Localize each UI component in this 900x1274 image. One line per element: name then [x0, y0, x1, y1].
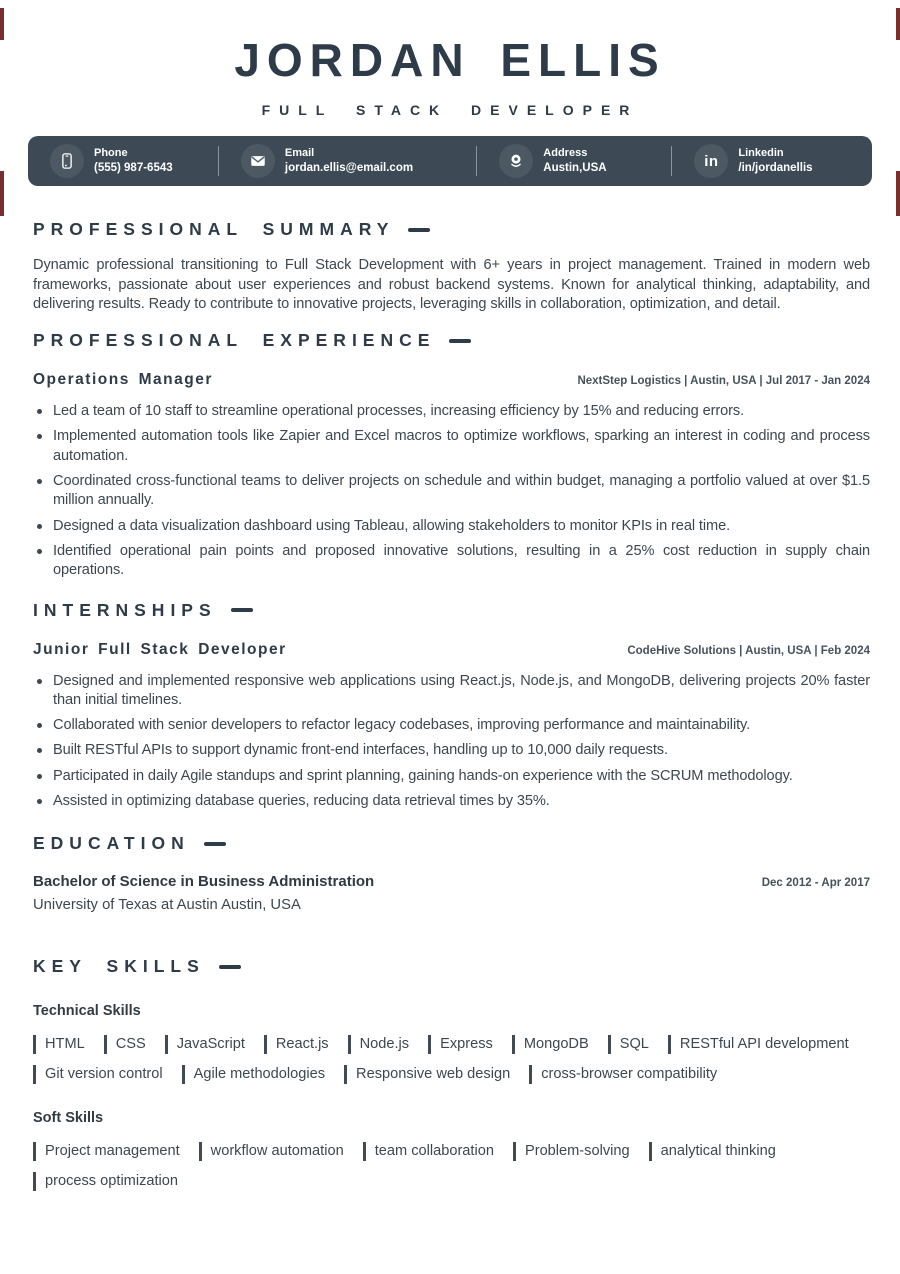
section-title: PROFESSIONAL SUMMARY [33, 219, 395, 240]
summary-text: Dynamic professional transitioning to Full Stack Development with 6+ years in project management. Trained in modern web frameworks, passionate about user experiences and robust backend systems. Known for analytical thinking, adaptability, and delivering results. Ready to contribute to innovative projects, leveraging skills in collaboration, optimization, and detail. [33, 257, 870, 312]
skill-item: Node.js [348, 1035, 409, 1054]
job-title: Operations Manager [33, 371, 213, 389]
skill-item: cross-browser compatibility [529, 1065, 717, 1084]
skill-list-soft [33, 1142, 870, 1191]
skill-item: process optimization [33, 1172, 178, 1191]
resume-body [0, 219, 900, 1191]
skill-item: Project management [33, 1142, 180, 1161]
contact-item-address[interactable] [477, 144, 671, 178]
skill-item: Express [428, 1035, 493, 1054]
bullet-item: Designed a data visualization dashboard using Tableau, allowing stakeholders to monitor KPIs in real time. [33, 517, 870, 536]
job-meta: CodeHive Solutions | Austin, USA | Feb 2024 [627, 644, 870, 657]
skill-item: SQL [608, 1035, 649, 1054]
contact-label: Address [543, 147, 588, 160]
skill-item: JavaScript [165, 1035, 245, 1054]
section-heading-education [33, 833, 870, 854]
contact-item-linkedin[interactable] [672, 144, 872, 178]
bullet-item: Assisted in optimizing database queries, reducing data retrieval times by 35%. [33, 792, 870, 811]
education-degree: Bachelor of Science in Business Administration [33, 873, 375, 891]
skill-list-technical [33, 1035, 870, 1084]
section-title: EDUCATION [33, 833, 190, 854]
page-edge-accent [0, 171, 4, 216]
person-role: FULL STACK DEVELOPER [261, 102, 639, 119]
job-bullet-list [33, 402, 870, 580]
page-edge-accent [0, 8, 4, 40]
education-dates: Dec 2012 - Apr 2017 [761, 877, 870, 890]
skill-item: team collaboration [363, 1142, 494, 1161]
resume-header [0, 0, 900, 118]
contact-value-linkedin: /in/jordanellis [738, 161, 813, 174]
section-heading-summary [33, 219, 870, 240]
bullet-item: Led a team of 10 staff to streamline operational processes, increasing efficiency by 15% and reducing errors. [33, 402, 870, 421]
job-header [33, 370, 870, 389]
bullet-item: Collaborated with senior developers to refactor legacy codebases, improving performance and maintainability. [33, 716, 870, 735]
skill-item: Agile methodologies [182, 1065, 325, 1084]
contact-label: Phone [94, 147, 128, 160]
job-title: Junior Full Stack Developer [33, 640, 287, 658]
bullet-item: Coordinated cross-functional teams to deliver projects on schedule and within budget, managing a portfolio valued at over $1.5 million annually. [33, 472, 870, 511]
skill-item: Git version control [33, 1065, 163, 1084]
contact-value-email: jordan.ellis@email.com [284, 161, 414, 174]
job-header [33, 640, 870, 659]
heading-dash [408, 228, 430, 232]
skill-item: MongoDB [512, 1035, 589, 1054]
skill-item: Responsive web design [344, 1065, 510, 1084]
heading-dash [204, 842, 226, 846]
job-meta: NextStep Logistics | Austin, USA | Jul 2017 - Jan 2024 [577, 375, 870, 388]
contact-label: Email [284, 147, 315, 160]
section-heading-skills [33, 956, 870, 977]
email-icon [241, 144, 275, 178]
heading-dash [219, 965, 241, 969]
education-school: University of Texas at Austin Austin, USA [33, 897, 301, 914]
skill-item: HTML [33, 1035, 85, 1054]
section-heading-internships [33, 600, 870, 621]
contact-bar [28, 136, 872, 186]
contact-item-phone[interactable] [28, 144, 218, 178]
bullet-item: Built RESTful APIs to support dynamic front-end interfaces, handling up to 10,000 daily requests. [33, 741, 870, 760]
bullet-item: Identified operational pain points and proposed innovative solutions, resulting in a 25% cost reduction in supply chain operations. [33, 542, 870, 581]
bullet-item: Participated in daily Agile standups and sprint planning, gaining hands-on experience with the SCRUM methodology. [33, 767, 870, 786]
person-name: JORDAN ELLIS [234, 34, 666, 86]
skill-item: Problem-solving [513, 1142, 630, 1161]
heading-dash [231, 608, 253, 612]
skill-item: workflow automation [199, 1142, 344, 1161]
contact-label: Linkedin [738, 147, 784, 160]
skill-item: CSS [104, 1035, 146, 1054]
education-entry [33, 872, 870, 891]
page-edge-accent [896, 8, 900, 40]
page-edge-accent [896, 171, 900, 216]
contact-value-phone: (555) 987-6543 [94, 161, 173, 174]
bullet-item: Designed and implemented responsive web applications using React.js, Node.js, and MongoDB, delivering projects 20% faster than initial timelines. [33, 672, 870, 711]
bullet-item: Implemented automation tools like Zapier and Excel macros to optimize workflows, sparking an interest in coding and process automation. [33, 427, 870, 466]
linkedin-icon: in [694, 144, 728, 178]
contact-value-address: Austin,USA [543, 161, 607, 174]
section-title: INTERNSHIPS [33, 599, 217, 620]
skill-group-label-soft: Soft Skills [33, 1110, 104, 1127]
section-title: PROFESSIONAL EXPERIENCE [33, 330, 436, 351]
section-heading-experience [33, 330, 870, 351]
skill-group-label-technical: Technical Skills [33, 1003, 141, 1020]
section-title: KEY SKILLS [33, 956, 205, 977]
job-bullet-list [33, 672, 870, 812]
skill-item: React.js [264, 1035, 329, 1054]
heading-dash [449, 339, 471, 343]
contact-item-email[interactable] [219, 144, 476, 178]
skill-item: analytical thinking [649, 1142, 776, 1161]
skill-item: RESTful API development [668, 1035, 849, 1054]
phone-icon [50, 144, 84, 178]
address-icon [499, 144, 533, 178]
